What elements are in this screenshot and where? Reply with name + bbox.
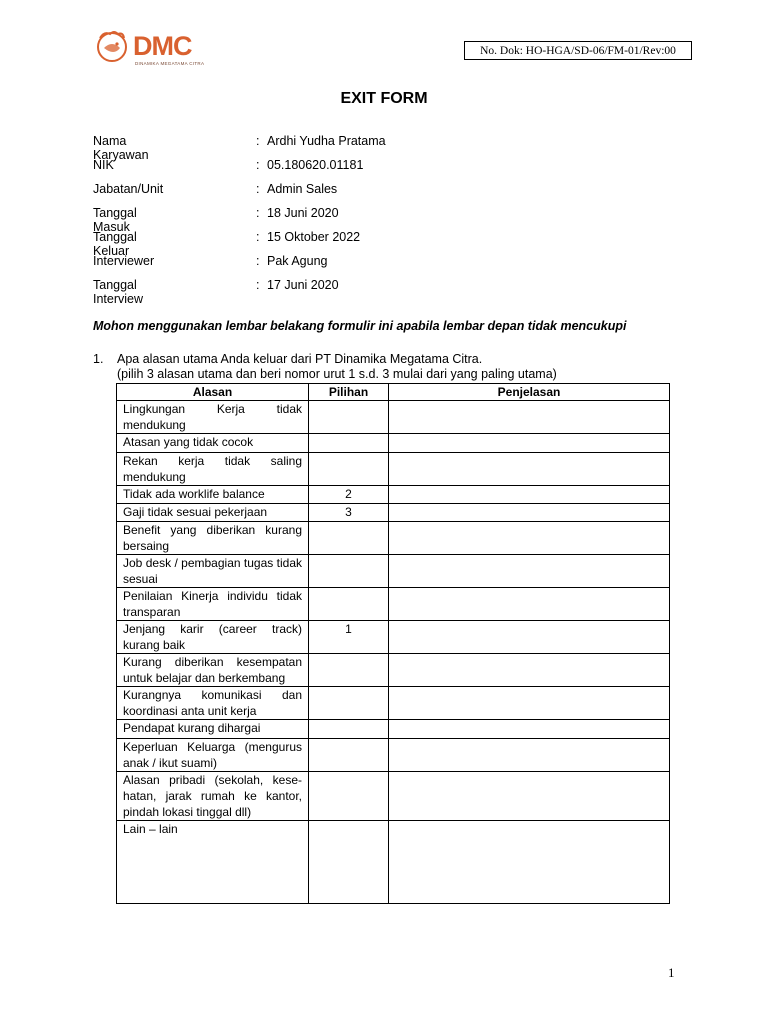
choice-cell[interactable]: 2 <box>309 486 389 504</box>
table-row <box>117 654 670 687</box>
document-number-box: No. Dok: HO-HGA/SD-06/FM-01/Rev:00 <box>464 41 692 60</box>
explanation-cell[interactable] <box>389 739 670 772</box>
info-label: Tanggal Masuk <box>93 206 137 234</box>
reason-cell: Jenjang karir (career track) kurang baik <box>117 621 309 654</box>
explanation-cell[interactable] <box>389 555 670 588</box>
form-note: Mohon menggunakan lembar belakang formulir ini apabila lembar depan tidak mencukupi <box>93 319 627 333</box>
reason-cell: Pendapat kurang dihargai <box>117 720 309 739</box>
reason-cell: Lingkungan Kerja tidak mendukung <box>117 401 309 434</box>
table-row <box>117 720 670 739</box>
info-value: 17 Juni 2020 <box>267 278 339 292</box>
table-row <box>117 522 670 555</box>
info-separator: : <box>256 182 260 196</box>
info-value: Pak Agung <box>267 254 328 268</box>
info-label: Tanggal Keluar <box>93 230 137 258</box>
choice-cell[interactable] <box>309 821 389 904</box>
explanation-cell[interactable] <box>389 654 670 687</box>
explanation-cell[interactable] <box>389 588 670 621</box>
reason-cell: Tidak ada worklife balance <box>117 486 309 504</box>
explanation-cell[interactable] <box>389 434 670 453</box>
table-row <box>117 401 670 434</box>
choice-cell[interactable] <box>309 434 389 453</box>
reason-cell: Penilaian Kinerja individu tidak transparan <box>117 588 309 621</box>
info-value: 18 Juni 2020 <box>267 206 339 220</box>
choice-cell[interactable] <box>309 720 389 739</box>
explanation-cell[interactable] <box>389 401 670 434</box>
choice-cell[interactable] <box>309 772 389 821</box>
choice-cell[interactable] <box>309 687 389 720</box>
table-row <box>117 588 670 621</box>
info-separator: : <box>256 206 260 220</box>
info-separator: : <box>256 254 260 268</box>
question-instruction: (pilih 3 alasan utama dan beri nomor urut 1 s.d. 3 mulai dari yang paling utama) <box>117 367 557 381</box>
table-row <box>117 739 670 772</box>
reason-cell: Gaji tidak sesuai pekerjaan <box>117 504 309 522</box>
table-row <box>117 555 670 588</box>
table-row <box>117 504 670 522</box>
explanation-cell[interactable] <box>389 504 670 522</box>
info-value: 15 Oktober 2022 <box>267 230 361 244</box>
explanation-cell[interactable] <box>389 821 670 904</box>
question-text: Apa alasan utama Anda keluar dari PT Dinamika Megatama Citra. <box>117 352 483 366</box>
table-row <box>117 687 670 720</box>
column-header-reason: Alasan <box>117 384 309 401</box>
page-number: 1 <box>668 965 675 980</box>
table-row <box>117 486 670 504</box>
reason-cell: Alasan pribadi (sekolah, kese-hatan, jarak rumah ke kantor, pindah lokasi tinggal dll) <box>117 772 309 821</box>
info-separator: : <box>256 134 260 148</box>
rooster-logo-icon <box>92 28 132 64</box>
choice-cell[interactable] <box>309 453 389 486</box>
choice-cell[interactable] <box>309 401 389 434</box>
reason-cell: Job desk / pembagian tugas tidak sesuai <box>117 555 309 588</box>
table-row <box>117 772 670 821</box>
info-separator: : <box>256 158 260 172</box>
question-number: 1. <box>93 352 104 366</box>
table-row <box>117 621 670 654</box>
choice-cell[interactable] <box>309 555 389 588</box>
choice-cell[interactable] <box>309 588 389 621</box>
explanation-cell[interactable] <box>389 621 670 654</box>
info-label: Nama Karyawan <box>93 134 149 162</box>
reasons-table <box>116 383 670 904</box>
form-title: EXIT FORM <box>340 90 428 107</box>
logo-subtext: DINAMIKA MEGATAMA CITRA <box>135 61 205 66</box>
info-value: 05.180620.01181 <box>267 158 364 172</box>
info-separator: : <box>256 230 260 244</box>
column-header-explanation: Penjelasan <box>389 384 670 401</box>
table-header-row <box>117 384 670 401</box>
explanation-cell[interactable] <box>389 453 670 486</box>
choice-cell[interactable]: 1 <box>309 621 389 654</box>
choice-cell[interactable]: 3 <box>309 504 389 522</box>
explanation-cell[interactable] <box>389 687 670 720</box>
reason-cell: Keperluan Keluarga (mengurus anak / ikut suami) <box>117 739 309 772</box>
info-separator: : <box>256 278 260 292</box>
explanation-cell[interactable] <box>389 772 670 821</box>
reason-cell: Kurang diberikan kesempatan untuk belajar dan berkembang <box>117 654 309 687</box>
info-label: Tanggal Interview <box>93 278 144 306</box>
info-label: Jabatan/Unit <box>93 182 164 196</box>
info-value: Ardhi Yudha Pratama <box>267 134 386 148</box>
explanation-cell[interactable] <box>389 720 670 739</box>
choice-cell[interactable] <box>309 522 389 555</box>
choice-cell[interactable] <box>309 654 389 687</box>
reason-cell: Kurangnya komunikasi dan koordinasi anta unit kerja <box>117 687 309 720</box>
column-header-choice: Pilihan <box>309 384 389 401</box>
info-label: NIK <box>93 158 114 172</box>
company-logo <box>92 28 212 68</box>
choice-cell[interactable] <box>309 739 389 772</box>
logo-text: DMC <box>133 31 192 61</box>
explanation-cell[interactable] <box>389 486 670 504</box>
table-row <box>117 453 670 486</box>
reason-cell: Rekan kerja tidak saling mendukung <box>117 453 309 486</box>
explanation-cell[interactable] <box>389 522 670 555</box>
info-label: Interviewer <box>93 254 155 268</box>
reason-cell: Benefit yang diberikan kurang bersaing <box>117 522 309 555</box>
info-value: Admin Sales <box>267 182 338 196</box>
table-row <box>117 821 670 904</box>
reason-cell: Lain – lain <box>117 821 309 904</box>
reason-cell: Atasan yang tidak cocok <box>117 434 309 453</box>
table-row <box>117 434 670 453</box>
